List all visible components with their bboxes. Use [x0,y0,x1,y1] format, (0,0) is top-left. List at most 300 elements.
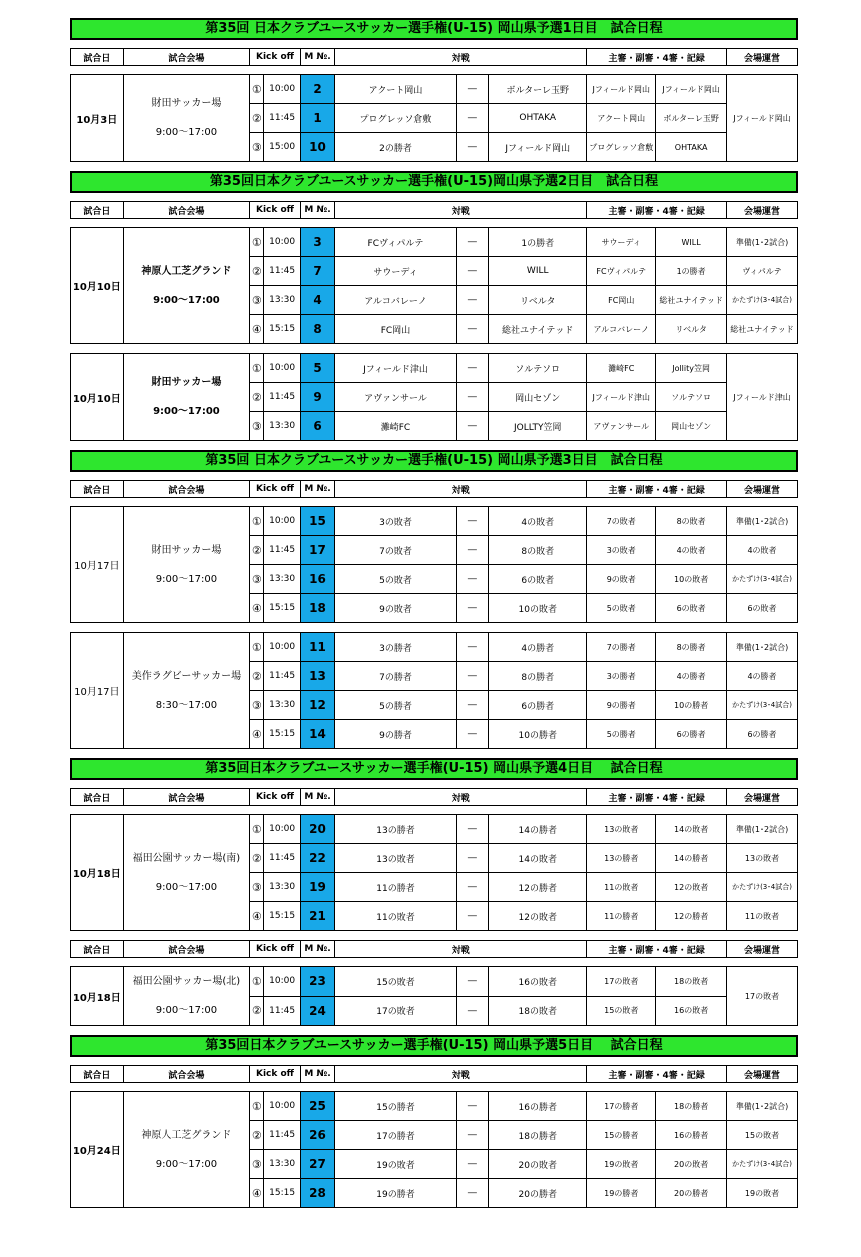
venue-hours: 9:00～17:00 [153,294,220,306]
referee-assistant: 6の勝者 [656,720,727,749]
slot-number: ① [250,75,264,104]
team-away: 岡山セゾン [489,383,587,412]
match-number: 12 [300,691,334,720]
match-number: 15 [300,507,334,536]
venue-operation: Jフィールド津山 [727,354,798,441]
kickoff-time: 15:15 [264,902,300,931]
referee-main: 9の敗者 [587,565,656,594]
match-number: 13 [300,662,334,691]
kickoff-time: 10:00 [264,633,300,662]
team-home: Jフィールド津山 [335,354,457,383]
venue-name: 福田公園サッカー場(南) [132,852,241,864]
match-date: 10月17日 [71,507,124,623]
schedule-block [70,74,798,162]
header-referee: 主審・副審・4審・記録 [587,789,727,806]
header-date: 試合日 [71,49,124,66]
match-number: 14 [300,720,334,749]
match-number: 7 [300,257,334,286]
referee-main: サウーディ [587,228,656,257]
referee-assistant: 18の勝者 [656,1092,727,1121]
venue-operation: 準備(1･2試合) [727,633,798,662]
match-number: 25 [300,1092,334,1121]
venue-operation: 4の敗者 [727,536,798,565]
versus-dash: ― [456,902,488,931]
header-match-number: M №. [300,49,334,66]
header-venue: 試合会場 [123,202,250,219]
match-number: 19 [300,873,334,902]
slot-number: ② [250,257,264,286]
header-match: 対戦 [335,1066,587,1083]
team-away: 20の勝者 [489,1179,587,1208]
referee-main: プログレッソ倉敷 [587,133,656,162]
referee-main: アクート岡山 [587,104,656,133]
slot-number: ④ [250,902,264,931]
team-home: 19の勝者 [335,1179,457,1208]
team-away: ソルテソロ [489,354,587,383]
slot-number: ① [250,815,264,844]
referee-assistant: 6の敗者 [656,594,727,623]
header-operation: 会場運営 [727,941,798,958]
referee-main: 5の勝者 [587,720,656,749]
header-operation: 会場運営 [727,202,798,219]
referee-assistant: OHTAKA [656,133,727,162]
versus-dash: ― [456,536,488,565]
match-number: 27 [300,1150,334,1179]
referee-main: 15の敗者 [587,996,656,1026]
team-away: Jフィールド岡山 [489,133,587,162]
match-number: 11 [300,633,334,662]
match-row [71,815,798,844]
referee-main: 11の敗者 [587,873,656,902]
kickoff-time: 15:15 [264,594,300,623]
referee-assistant: 1の勝者 [656,257,727,286]
team-home: サウーディ [335,257,457,286]
slot-number: ① [250,967,264,997]
header-operation: 会場運営 [727,1066,798,1083]
kickoff-time: 11:45 [264,536,300,565]
match-row [71,633,798,662]
venue-cell [123,354,250,441]
kickoff-time: 13:30 [264,286,300,315]
match-number: 8 [300,315,334,344]
venue-operation: かたずけ(3･4試合) [727,286,798,315]
day-title-banner: 第35回日本クラブユースサッカー選手権(U-15) 岡山県予選4日目 試合日程 [70,758,798,780]
venue-operation: 11の敗者 [727,902,798,931]
referee-main: 19の勝者 [587,1179,656,1208]
header-date: 試合日 [71,202,124,219]
header-table [70,1065,798,1083]
header-match-number: M №. [300,481,334,498]
slot-number: ③ [250,1150,264,1179]
header-operation: 会場運営 [727,49,798,66]
slot-number: ③ [250,873,264,902]
team-away: リベルタ [489,286,587,315]
referee-assistant: 20の勝者 [656,1179,727,1208]
versus-dash: ― [456,594,488,623]
header-kickoff: Kick off [250,789,301,806]
venue-operation: 15の敗者 [727,1121,798,1150]
match-number: 18 [300,594,334,623]
referee-main: 5の敗者 [587,594,656,623]
versus-dash: ― [456,1121,488,1150]
versus-dash: ― [456,691,488,720]
team-home: 13の敗者 [335,844,457,873]
team-home: アルコバレーノ [335,286,457,315]
venue-operation: 総社ユナイテッド [727,315,798,344]
venue-operation: かたずけ(3･4試合) [727,1150,798,1179]
kickoff-time: 11:45 [264,996,300,1026]
match-number: 21 [300,902,334,931]
team-away: WILL [489,257,587,286]
schedule-block [70,814,798,931]
slot-number: ③ [250,412,264,441]
header-venue: 試合会場 [123,941,250,958]
schedule-block [70,353,798,441]
header-kickoff: Kick off [250,202,301,219]
header-match-number: M №. [300,941,334,958]
versus-dash: ― [456,257,488,286]
referee-main: 7の勝者 [587,633,656,662]
versus-dash: ― [456,662,488,691]
venue-hours: 9:00～17:00 [155,573,218,585]
header-referee: 主審・副審・4審・記録 [587,1066,727,1083]
versus-dash: ― [456,996,488,1026]
kickoff-time: 13:30 [264,412,300,441]
team-home: 5の勝者 [335,691,457,720]
venue-operation: かたずけ(3･4試合) [727,873,798,902]
kickoff-time: 15:15 [264,1179,300,1208]
header-match-number: M №. [300,202,334,219]
referee-assistant: Jフィールド岡山 [656,75,727,104]
header-date: 試合日 [71,1066,124,1083]
slot-number: ① [250,228,264,257]
schedule-block [70,632,798,749]
header-match: 対戦 [335,789,587,806]
match-number: 23 [300,967,334,997]
venue-operation: 19の敗者 [727,1179,798,1208]
venue-hours: 9:00～17:00 [155,1158,218,1170]
team-away: JOLLTY笠岡 [489,412,587,441]
team-away: 4の敗者 [489,507,587,536]
slot-number: ③ [250,133,264,162]
referee-main: 灘崎FC [587,354,656,383]
slot-number: ③ [250,286,264,315]
referee-assistant: 12の勝者 [656,902,727,931]
match-row [71,354,798,383]
header-match-number: M №. [300,1066,334,1083]
team-away: OHTAKA [489,104,587,133]
match-row [71,75,798,104]
venue-name: 財田サッカー場 [151,98,222,109]
team-away: 12の敗者 [489,902,587,931]
kickoff-time: 10:00 [264,507,300,536]
referee-assistant: 18の敗者 [656,967,727,997]
kickoff-time: 10:00 [264,75,300,104]
referee-main: 17の勝者 [587,1092,656,1121]
schedule-block [70,966,798,1026]
venue-cell [123,633,250,749]
referee-main: 3の敗者 [587,536,656,565]
referee-assistant: 12の敗者 [656,873,727,902]
match-row [71,507,798,536]
venue-hours: 9:00～17:00 [155,881,218,893]
team-home: FC岡山 [335,315,457,344]
header-match: 対戦 [335,49,587,66]
slot-number: ③ [250,565,264,594]
kickoff-time: 11:45 [264,662,300,691]
team-away: 1の勝者 [489,228,587,257]
venue-hours: 8:30～17:00 [155,699,218,711]
slot-number: ② [250,844,264,873]
team-away: 18の勝者 [489,1121,587,1150]
versus-dash: ― [456,1179,488,1208]
header-venue: 試合会場 [123,49,250,66]
versus-dash: ― [456,228,488,257]
venue-operation: 13の敗者 [727,844,798,873]
venue-operation: 6の勝者 [727,720,798,749]
header-match-number: M №. [300,789,334,806]
team-home: 9の勝者 [335,720,457,749]
venue-name: 財田サッカー場 [151,377,222,388]
versus-dash: ― [456,133,488,162]
kickoff-time: 15:15 [264,720,300,749]
team-home: 7の敗者 [335,536,457,565]
kickoff-time: 13:30 [264,1150,300,1179]
versus-dash: ― [456,720,488,749]
kickoff-time: 11:45 [264,1121,300,1150]
versus-dash: ― [456,315,488,344]
referee-assistant: 14の勝者 [656,844,727,873]
referee-main: 13の敗者 [587,815,656,844]
match-number: 24 [300,996,334,1026]
referee-assistant: 20の敗者 [656,1150,727,1179]
kickoff-time: 10:00 [264,354,300,383]
referee-main: 11の勝者 [587,902,656,931]
slot-number: ④ [250,1179,264,1208]
match-number: 3 [300,228,334,257]
kickoff-time: 11:45 [264,383,300,412]
venue-name: 神原人工芝グランド [141,265,232,277]
kickoff-time: 13:30 [264,873,300,902]
versus-dash: ― [456,873,488,902]
team-home: 3の敗者 [335,507,457,536]
kickoff-time: 11:45 [264,104,300,133]
referee-assistant: リベルタ [656,315,727,344]
team-home: 灘崎FC [335,412,457,441]
header-table [70,940,798,958]
venue-hours: 9:00～17:00 [155,127,218,138]
match-date: 10月24日 [71,1092,124,1208]
referee-assistant: WILL [656,228,727,257]
match-date: 10月18日 [71,815,124,931]
versus-dash: ― [456,507,488,536]
header-date: 試合日 [71,789,124,806]
venue-hours: 9:00～17:00 [155,1005,218,1016]
match-row [71,1092,798,1121]
referee-assistant: Jollity笠岡 [656,354,727,383]
venue-operation: 準備(1･2試合) [727,1092,798,1121]
venue-cell [123,815,250,931]
match-number: 26 [300,1121,334,1150]
versus-dash: ― [456,565,488,594]
team-away: 18の敗者 [489,996,587,1026]
day-title-banner: 第35回日本クラブユースサッカー選手権(U-15) 岡山県予選5日目 試合日程 [70,1035,798,1057]
venue-operation: ヴィパルテ [727,257,798,286]
kickoff-time: 11:45 [264,257,300,286]
match-number: 20 [300,815,334,844]
slot-number: ④ [250,315,264,344]
kickoff-time: 13:30 [264,565,300,594]
team-away: ボルターレ玉野 [489,75,587,104]
header-operation: 会場運営 [727,481,798,498]
venue-name: 神原人工芝グランド [141,1129,232,1141]
venue-operation: Jフィールド岡山 [727,75,798,162]
kickoff-time: 15:15 [264,315,300,344]
match-number: 10 [300,133,334,162]
versus-dash: ― [456,1092,488,1121]
venue-cell [123,507,250,623]
kickoff-time: 10:00 [264,1092,300,1121]
venue-operation: 準備(1･2試合) [727,507,798,536]
header-table [70,788,798,806]
team-away: 10の敗者 [489,594,587,623]
venue-cell [123,1092,250,1208]
venue-cell [123,967,250,1026]
match-number: 16 [300,565,334,594]
schedule-page [70,18,798,1217]
referee-assistant: 総社ユナイテッド [656,286,727,315]
team-away: 12の勝者 [489,873,587,902]
venue-operation: かたずけ(3･4試合) [727,691,798,720]
referee-main: FCヴィパルテ [587,257,656,286]
team-away: 6の勝者 [489,691,587,720]
match-number: 17 [300,536,334,565]
day-title-banner: 第35回日本クラブユースサッカー選手権(U-15)岡山県予選2日目 試合日程 [70,171,798,193]
slot-number: ① [250,354,264,383]
team-away: 16の勝者 [489,1092,587,1121]
team-home: アヴァンサール [335,383,457,412]
team-home: 17の敗者 [335,996,457,1026]
slot-number: ① [250,507,264,536]
referee-assistant: 10の勝者 [656,691,727,720]
match-number: 9 [300,383,334,412]
venue-cell [123,75,250,162]
venue-operation: 準備(1･2試合) [727,815,798,844]
header-kickoff: Kick off [250,941,301,958]
versus-dash: ― [456,633,488,662]
team-away: 8の敗者 [489,536,587,565]
header-referee: 主審・副審・4審・記録 [587,49,727,66]
team-home: 17の勝者 [335,1121,457,1150]
slot-number: ④ [250,594,264,623]
match-number: 6 [300,412,334,441]
team-away: 16の敗者 [489,967,587,997]
referee-main: FC岡山 [587,286,656,315]
header-date: 試合日 [71,941,124,958]
header-venue: 試合会場 [123,789,250,806]
venue-operation: 17の敗者 [727,967,798,1026]
referee-assistant: 10の敗者 [656,565,727,594]
day-title-banner: 第35回 日本クラブユースサッカー選手権(U-15) 岡山県予選3日目 試合日程 [70,450,798,472]
venue-operation: 6の敗者 [727,594,798,623]
team-away: 総社ユナイテッド [489,315,587,344]
match-date: 10月10日 [71,228,124,344]
team-away: 4の勝者 [489,633,587,662]
venue-operation: 4の勝者 [727,662,798,691]
team-away: 20の敗者 [489,1150,587,1179]
header-table [70,480,798,498]
venue-name: 美作ラグビーサッカー場 [131,670,242,682]
referee-assistant: 4の勝者 [656,662,727,691]
referee-main: 15の勝者 [587,1121,656,1150]
venue-name: 財田サッカー場 [151,544,222,556]
referee-assistant: 4の敗者 [656,536,727,565]
match-number: 28 [300,1179,334,1208]
slot-number: ② [250,536,264,565]
versus-dash: ― [456,354,488,383]
header-referee: 主審・副審・4審・記録 [587,481,727,498]
venue-cell [123,228,250,344]
referee-assistant: 16の敗者 [656,996,727,1026]
slot-number: ② [250,383,264,412]
referee-assistant: 8の敗者 [656,507,727,536]
team-home: 11の敗者 [335,902,457,931]
kickoff-time: 13:30 [264,691,300,720]
team-away: 14の敗者 [489,844,587,873]
match-row [71,228,798,257]
slot-number: ④ [250,720,264,749]
header-venue: 試合会場 [123,1066,250,1083]
kickoff-time: 10:00 [264,967,300,997]
referee-main: 19の敗者 [587,1150,656,1179]
referee-main: 13の勝者 [587,844,656,873]
match-date: 10月3日 [71,75,124,162]
team-home: FCヴィパルテ [335,228,457,257]
slot-number: ② [250,996,264,1026]
schedule-block [70,506,798,623]
team-away: 10の勝者 [489,720,587,749]
team-home: 11の勝者 [335,873,457,902]
match-number: 1 [300,104,334,133]
slot-number: ① [250,1092,264,1121]
match-number: 22 [300,844,334,873]
header-referee: 主審・副審・4審・記録 [587,941,727,958]
referee-assistant: 14の敗者 [656,815,727,844]
header-table [70,48,798,66]
match-number: 5 [300,354,334,383]
referee-main: アヴァンサール [587,412,656,441]
versus-dash: ― [456,844,488,873]
versus-dash: ― [456,967,488,997]
referee-main: Jフィールド津山 [587,383,656,412]
schedule-block [70,227,798,344]
header-match: 対戦 [335,481,587,498]
header-match: 対戦 [335,202,587,219]
header-date: 試合日 [71,481,124,498]
team-away: 8の勝者 [489,662,587,691]
versus-dash: ― [456,1150,488,1179]
day-title-banner: 第35回 日本クラブユースサッカー選手権(U-15) 岡山県予選1日目 試合日程 [70,18,798,40]
referee-assistant: 8の勝者 [656,633,727,662]
versus-dash: ― [456,815,488,844]
versus-dash: ― [456,286,488,315]
header-kickoff: Kick off [250,1066,301,1083]
header-venue: 試合会場 [123,481,250,498]
kickoff-time: 11:45 [264,844,300,873]
slot-number: ② [250,1121,264,1150]
referee-main: 3の勝者 [587,662,656,691]
header-match: 対戦 [335,941,587,958]
